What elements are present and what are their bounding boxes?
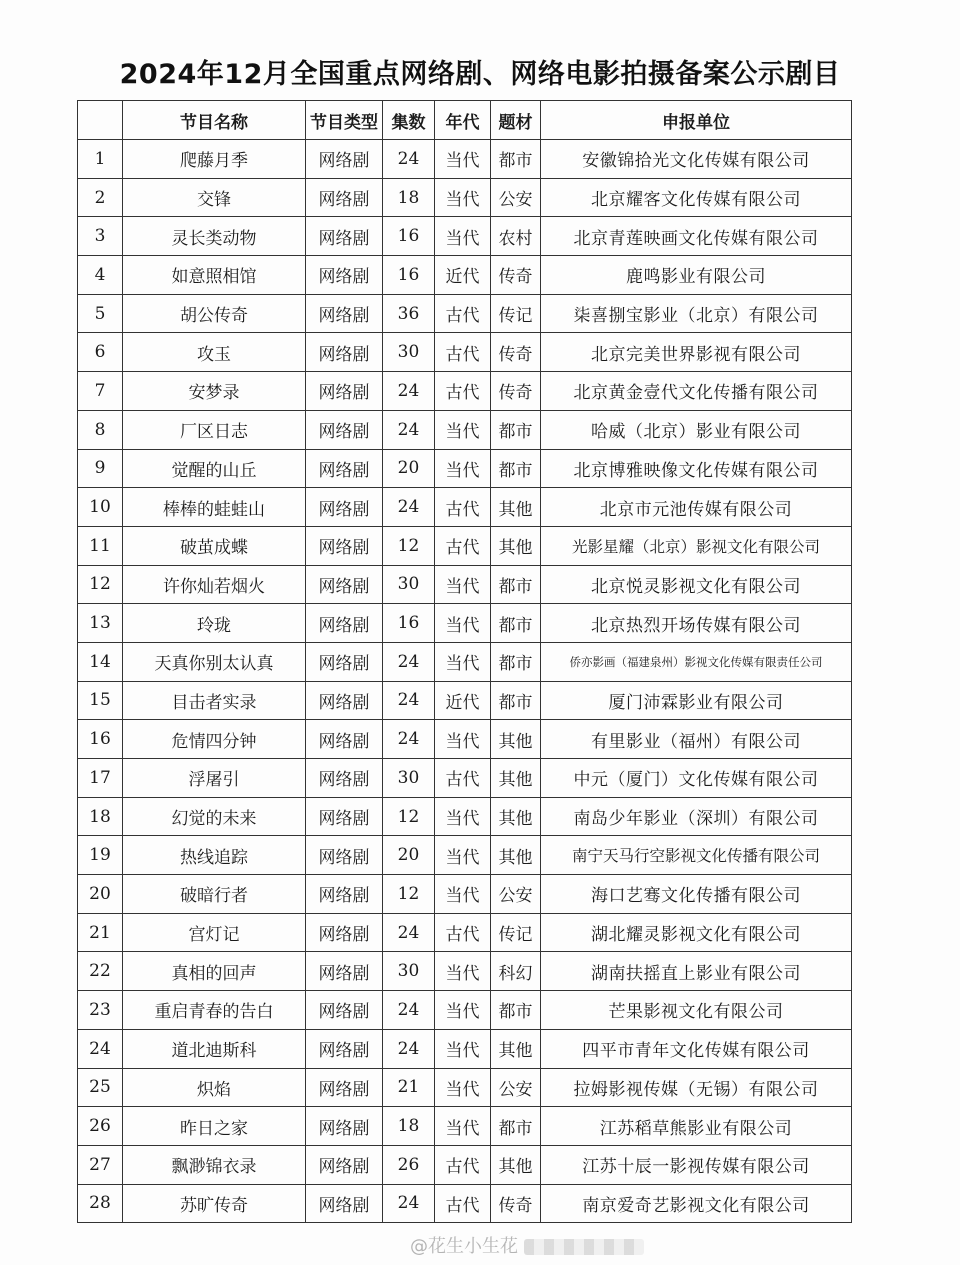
cell-episodes: 20 <box>383 449 435 488</box>
header-era: 年代 <box>435 101 491 140</box>
cell-program-name: 炽焰 <box>123 1068 306 1107</box>
cell-program-name: 灵长类动物 <box>123 217 306 256</box>
cell-era: 当代 <box>435 217 491 256</box>
cell-program-name: 目击者实录 <box>123 681 306 720</box>
cell-episodes: 16 <box>383 256 435 295</box>
cell-era: 古代 <box>435 333 491 372</box>
cell-episodes: 16 <box>383 217 435 256</box>
cell-index: 27 <box>78 1145 123 1184</box>
cell-program-name: 浮屠引 <box>123 759 306 798</box>
cell-company: 柒喜捌宝影业（北京）有限公司 <box>541 294 852 333</box>
cell-theme: 传奇 <box>491 1184 541 1223</box>
cell-program-type: 网络剧 <box>306 681 383 720</box>
cell-index: 9 <box>78 449 123 488</box>
cell-index: 28 <box>78 1184 123 1223</box>
cell-program-name: 幻觉的未来 <box>123 797 306 836</box>
cell-program-type: 网络剧 <box>306 1184 383 1223</box>
header-program-type: 节目类型 <box>306 101 383 140</box>
cell-index: 6 <box>78 333 123 372</box>
cell-index: 18 <box>78 797 123 836</box>
cell-theme: 都市 <box>491 449 541 488</box>
cell-episodes: 24 <box>383 1029 435 1068</box>
cell-era: 近代 <box>435 256 491 295</box>
cell-program-type: 网络剧 <box>306 526 383 565</box>
cell-program-name: 热线追踪 <box>123 836 306 875</box>
watermark <box>410 1232 644 1258</box>
cell-program-name: 如意照相馆 <box>123 256 306 295</box>
cell-episodes: 24 <box>383 991 435 1030</box>
cell-episodes: 12 <box>383 526 435 565</box>
cell-era: 当代 <box>435 991 491 1030</box>
cell-program-name: 破茧成蝶 <box>123 526 306 565</box>
table-row <box>78 913 852 952</box>
cell-company: 四平市青年文化传媒有限公司 <box>541 1029 852 1068</box>
cell-program-name: 胡公传奇 <box>123 294 306 333</box>
cell-company: 海口艺骞文化传播有限公司 <box>541 875 852 914</box>
cell-program-name: 安梦录 <box>123 372 306 411</box>
cell-program-type: 网络剧 <box>306 294 383 333</box>
cell-program-name: 破暗行者 <box>123 875 306 914</box>
table-row <box>78 1029 852 1068</box>
table-row <box>78 372 852 411</box>
cell-program-name: 道北迪斯科 <box>123 1029 306 1068</box>
cell-theme: 其他 <box>491 1145 541 1184</box>
cell-era: 当代 <box>435 1107 491 1146</box>
cell-episodes: 30 <box>383 759 435 798</box>
cell-company: 南宁天马行空影视文化传播有限公司 <box>541 836 852 875</box>
cell-era: 当代 <box>435 720 491 759</box>
table-row <box>78 565 852 604</box>
cell-program-type: 网络剧 <box>306 256 383 295</box>
cell-index: 24 <box>78 1029 123 1068</box>
table-row <box>78 952 852 991</box>
cell-era: 古代 <box>435 1145 491 1184</box>
cell-era: 古代 <box>435 526 491 565</box>
cell-episodes: 24 <box>383 140 435 179</box>
cell-theme: 都市 <box>491 1107 541 1146</box>
cell-program-name: 飘渺锦衣录 <box>123 1145 306 1184</box>
cell-episodes: 24 <box>383 720 435 759</box>
header-index <box>78 101 123 140</box>
cell-program-name: 棒棒的蛙蛙山 <box>123 488 306 527</box>
cell-program-type: 网络剧 <box>306 140 383 179</box>
cell-era: 当代 <box>435 178 491 217</box>
cell-program-name: 许你灿若烟火 <box>123 565 306 604</box>
cell-index: 25 <box>78 1068 123 1107</box>
cell-theme: 农村 <box>491 217 541 256</box>
table-row <box>78 140 852 179</box>
cell-program-type: 网络剧 <box>306 1029 383 1068</box>
cell-company: 芒果影视文化有限公司 <box>541 991 852 1030</box>
cell-era: 古代 <box>435 913 491 952</box>
cell-era: 当代 <box>435 449 491 488</box>
cell-program-name: 交锋 <box>123 178 306 217</box>
header-theme: 题材 <box>491 101 541 140</box>
table-row <box>78 294 852 333</box>
cell-company: 侨亦影画（福建泉州）影视文化传媒有限责任公司 <box>541 642 852 681</box>
cell-theme: 都市 <box>491 642 541 681</box>
cell-era: 当代 <box>435 604 491 643</box>
cell-theme: 传奇 <box>491 372 541 411</box>
cell-era: 古代 <box>435 294 491 333</box>
table-body <box>78 140 852 1223</box>
cell-program-name: 攻玉 <box>123 333 306 372</box>
cell-program-type: 网络剧 <box>306 913 383 952</box>
cell-era: 当代 <box>435 797 491 836</box>
header-program-name: 节目名称 <box>123 101 306 140</box>
header-company: 申报单位 <box>541 101 852 140</box>
cell-theme: 其他 <box>491 797 541 836</box>
cell-program-type: 网络剧 <box>306 178 383 217</box>
cell-program-name: 真相的回声 <box>123 952 306 991</box>
cell-index: 17 <box>78 759 123 798</box>
cell-company: 江苏十辰一影视传媒有限公司 <box>541 1145 852 1184</box>
cell-era: 当代 <box>435 836 491 875</box>
cell-program-type: 网络剧 <box>306 642 383 681</box>
cell-index: 14 <box>78 642 123 681</box>
cell-episodes: 24 <box>383 488 435 527</box>
table-row <box>78 836 852 875</box>
cell-episodes: 24 <box>383 681 435 720</box>
watermark-blur <box>524 1239 644 1255</box>
cell-index: 5 <box>78 294 123 333</box>
cell-theme: 都市 <box>491 991 541 1030</box>
cell-theme: 公安 <box>491 178 541 217</box>
cell-company: 北京完美世界影视有限公司 <box>541 333 852 372</box>
table-row <box>78 256 852 295</box>
cell-company: 南京爱奇艺影视文化有限公司 <box>541 1184 852 1223</box>
cell-theme: 都市 <box>491 565 541 604</box>
cell-company: 北京热烈开场传媒有限公司 <box>541 604 852 643</box>
cell-program-name: 觉醒的山丘 <box>123 449 306 488</box>
cell-era: 当代 <box>435 642 491 681</box>
cell-program-type: 网络剧 <box>306 1068 383 1107</box>
cell-program-type: 网络剧 <box>306 952 383 991</box>
cell-episodes: 24 <box>383 372 435 411</box>
cell-program-name: 重启青春的告白 <box>123 991 306 1030</box>
cell-program-name: 爬藤月季 <box>123 140 306 179</box>
cell-theme: 都市 <box>491 681 541 720</box>
cell-episodes: 20 <box>383 836 435 875</box>
cell-company: 北京青莲映画文化传媒有限公司 <box>541 217 852 256</box>
cell-company: 拉姆影视传媒（无锡）有限公司 <box>541 1068 852 1107</box>
cell-program-type: 网络剧 <box>306 1145 383 1184</box>
cell-episodes: 30 <box>383 333 435 372</box>
cell-theme: 传奇 <box>491 333 541 372</box>
cell-era: 古代 <box>435 759 491 798</box>
cell-index: 19 <box>78 836 123 875</box>
cell-program-name: 厂区日志 <box>123 410 306 449</box>
cell-index: 8 <box>78 410 123 449</box>
cell-theme: 科幻 <box>491 952 541 991</box>
cell-episodes: 21 <box>383 1068 435 1107</box>
cell-program-type: 网络剧 <box>306 991 383 1030</box>
cell-company: 北京博雅映像文化传媒有限公司 <box>541 449 852 488</box>
cell-episodes: 30 <box>383 565 435 604</box>
cell-program-type: 网络剧 <box>306 372 383 411</box>
page-title: 2024年12月全国重点网络剧、网络电影拍摄备案公示剧目 <box>119 59 841 90</box>
cell-index: 2 <box>78 178 123 217</box>
cell-index: 4 <box>78 256 123 295</box>
cell-era: 古代 <box>435 372 491 411</box>
cell-index: 3 <box>78 217 123 256</box>
table-row <box>78 1068 852 1107</box>
table-row <box>78 720 852 759</box>
cell-program-type: 网络剧 <box>306 488 383 527</box>
cell-company: 哈威（北京）影业有限公司 <box>541 410 852 449</box>
cell-era: 近代 <box>435 681 491 720</box>
cell-program-type: 网络剧 <box>306 797 383 836</box>
table-row <box>78 604 852 643</box>
cell-company: 安徽锦拾光文化传媒有限公司 <box>541 140 852 179</box>
table-row <box>78 797 852 836</box>
table-row <box>78 333 852 372</box>
cell-program-name: 昨日之家 <box>123 1107 306 1146</box>
cell-episodes: 26 <box>383 1145 435 1184</box>
cell-theme: 其他 <box>491 526 541 565</box>
cell-index: 20 <box>78 875 123 914</box>
cell-index: 22 <box>78 952 123 991</box>
cell-episodes: 30 <box>383 952 435 991</box>
cell-era: 当代 <box>435 410 491 449</box>
cell-program-type: 网络剧 <box>306 720 383 759</box>
table-row <box>78 642 852 681</box>
cell-era: 当代 <box>435 875 491 914</box>
cell-program-type: 网络剧 <box>306 604 383 643</box>
cell-company: 江苏稻草熊影业有限公司 <box>541 1107 852 1146</box>
cell-index: 11 <box>78 526 123 565</box>
cell-era: 古代 <box>435 488 491 527</box>
cell-company: 光影星耀（北京）影视文化有限公司 <box>541 526 852 565</box>
cell-episodes: 18 <box>383 178 435 217</box>
cell-program-name: 宫灯记 <box>123 913 306 952</box>
table-row <box>78 526 852 565</box>
table-row <box>78 178 852 217</box>
table-row <box>78 488 852 527</box>
cell-program-name: 危情四分钟 <box>123 720 306 759</box>
cell-company: 北京黄金壹代文化传播有限公司 <box>541 372 852 411</box>
cell-episodes: 24 <box>383 642 435 681</box>
cell-program-type: 网络剧 <box>306 1107 383 1146</box>
table-row <box>78 1107 852 1146</box>
cell-theme: 都市 <box>491 140 541 179</box>
cell-program-type: 网络剧 <box>306 836 383 875</box>
cell-theme: 都市 <box>491 604 541 643</box>
cell-program-type: 网络剧 <box>306 410 383 449</box>
table-row <box>78 991 852 1030</box>
cell-program-type: 网络剧 <box>306 759 383 798</box>
cell-index: 23 <box>78 991 123 1030</box>
table-row <box>78 759 852 798</box>
cell-index: 15 <box>78 681 123 720</box>
cell-program-type: 网络剧 <box>306 565 383 604</box>
header-episodes: 集数 <box>383 101 435 140</box>
cell-era: 当代 <box>435 1029 491 1068</box>
cell-era: 当代 <box>435 140 491 179</box>
table-row <box>78 1145 852 1184</box>
cell-era: 当代 <box>435 565 491 604</box>
cell-index: 21 <box>78 913 123 952</box>
cell-theme: 其他 <box>491 1029 541 1068</box>
table-row <box>78 875 852 914</box>
cell-theme: 传记 <box>491 294 541 333</box>
cell-index: 16 <box>78 720 123 759</box>
table-row <box>78 1184 852 1223</box>
cell-index: 10 <box>78 488 123 527</box>
cell-theme: 其他 <box>491 836 541 875</box>
cell-theme: 公安 <box>491 875 541 914</box>
cell-program-name: 苏旷传奇 <box>123 1184 306 1223</box>
watermark-text: @花生小生花 <box>410 1236 518 1257</box>
cell-era: 古代 <box>435 1184 491 1223</box>
table-header-row <box>78 101 852 140</box>
cell-episodes: 24 <box>383 913 435 952</box>
cell-company: 湖北耀灵影视文化有限公司 <box>541 913 852 952</box>
cell-index: 13 <box>78 604 123 643</box>
cell-index: 1 <box>78 140 123 179</box>
cell-episodes: 24 <box>383 1184 435 1223</box>
cell-episodes: 18 <box>383 1107 435 1146</box>
cell-index: 7 <box>78 372 123 411</box>
cell-program-type: 网络剧 <box>306 217 383 256</box>
table-row <box>78 449 852 488</box>
cell-program-name: 玲珑 <box>123 604 306 643</box>
cell-index: 26 <box>78 1107 123 1146</box>
cell-company: 中元（厦门）文化传媒有限公司 <box>541 759 852 798</box>
cell-theme: 其他 <box>491 759 541 798</box>
cell-theme: 都市 <box>491 410 541 449</box>
cell-theme: 其他 <box>491 488 541 527</box>
cell-company: 北京市元池传媒有限公司 <box>541 488 852 527</box>
cell-episodes: 16 <box>383 604 435 643</box>
cell-company: 南岛少年影业（深圳）有限公司 <box>541 797 852 836</box>
cell-theme: 传记 <box>491 913 541 952</box>
cell-program-type: 网络剧 <box>306 333 383 372</box>
cell-company: 北京悦灵影视文化有限公司 <box>541 565 852 604</box>
cell-company: 湖南扶摇直上影业有限公司 <box>541 952 852 991</box>
cell-episodes: 12 <box>383 875 435 914</box>
cell-company: 厦门沛霖影业有限公司 <box>541 681 852 720</box>
program-table <box>77 100 852 1223</box>
cell-episodes: 24 <box>383 410 435 449</box>
cell-episodes: 36 <box>383 294 435 333</box>
cell-company: 鹿鸣影业有限公司 <box>541 256 852 295</box>
table-row <box>78 217 852 256</box>
cell-company: 北京耀客文化传媒有限公司 <box>541 178 852 217</box>
cell-program-type: 网络剧 <box>306 875 383 914</box>
cell-theme: 公安 <box>491 1068 541 1107</box>
cell-episodes: 12 <box>383 797 435 836</box>
table-row <box>78 681 852 720</box>
cell-program-name: 天真你别太认真 <box>123 642 306 681</box>
cell-theme: 其他 <box>491 720 541 759</box>
cell-company: 有里影业（福州）有限公司 <box>541 720 852 759</box>
cell-era: 当代 <box>435 1068 491 1107</box>
table-row <box>78 410 852 449</box>
cell-theme: 传奇 <box>491 256 541 295</box>
cell-era: 当代 <box>435 952 491 991</box>
cell-index: 12 <box>78 565 123 604</box>
cell-program-type: 网络剧 <box>306 449 383 488</box>
